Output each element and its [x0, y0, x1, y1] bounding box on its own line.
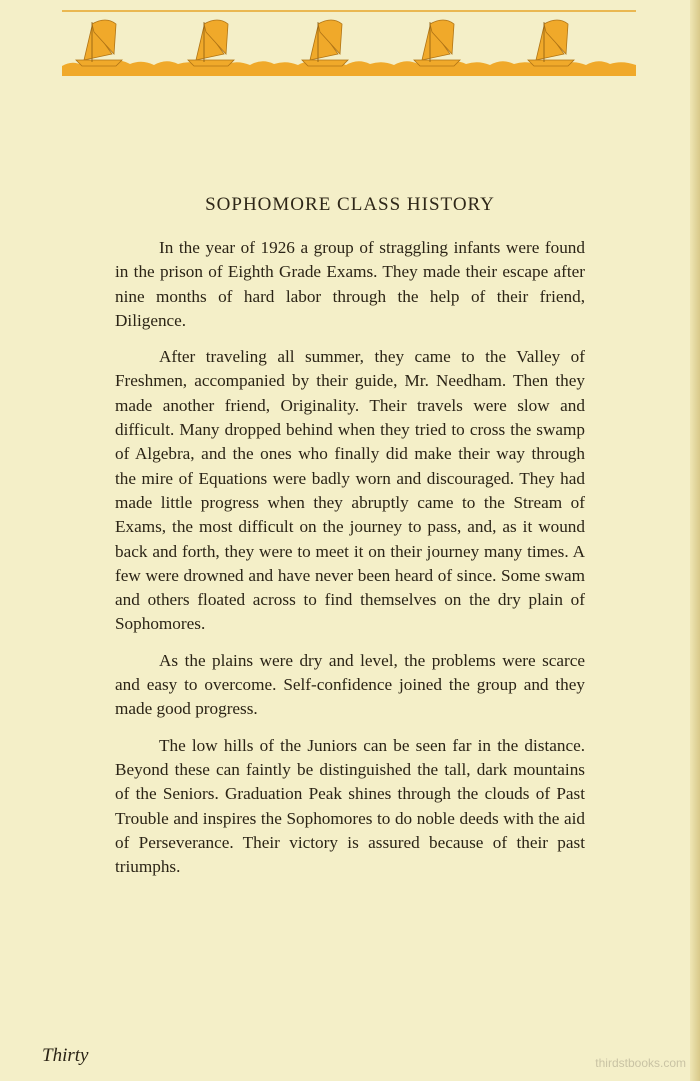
paragraph: The low hills of the Juniors can be seen far in the distance. Beyond these can faintly be distinguished the tall, dark mountains of the Seniors. Graduation Peak shines through the clouds of Past Trouble and inspires the Sophomores to do noble deeds with the aid of Perseverance. Their victory is assured because of their past triumphs.	[115, 735, 585, 877]
page-number: Thirty	[42, 1045, 89, 1066]
paragraph: After traveling all summer, they came to the Valley of Freshmen, accompanied by their guide, Mr. Needham. Then they made another friend, Originality. Their travels were slow and difficult. Many dropped behind when they tried to cross the swamp of Algebra, and the ones who finally did make their way through the mire of Equations were badly worn and discouraged. They had made little progress when they abruptly came to the Stream of Exams, the most difficult on the journey to pass, and, as it wound back and forth, they were to meet it on their journey many times. A few were drowned and have never been heard of since. Some swam and others floated across to find themselves on the dry plain of Sophomores.	[115, 347, 585, 634]
sailboat-banner	[62, 8, 636, 78]
article-body	[115, 236, 585, 891]
watermark: thirdstbooks.com	[595, 1056, 686, 1070]
paragraph: As the plains were dry and level, the problems were scarce and easy to overcome. Self-confidence joined the group and they made good progress.	[115, 650, 585, 719]
page-edge	[690, 0, 700, 1081]
paragraph: In the year of 1926 a group of straggling infants were found in the prison of Eighth Grade Exams. They made their escape after nine months of hard labor through the help of their friend, Diligence.	[115, 238, 585, 330]
page-title: SOPHOMORE CLASS HISTORY	[205, 194, 495, 215]
